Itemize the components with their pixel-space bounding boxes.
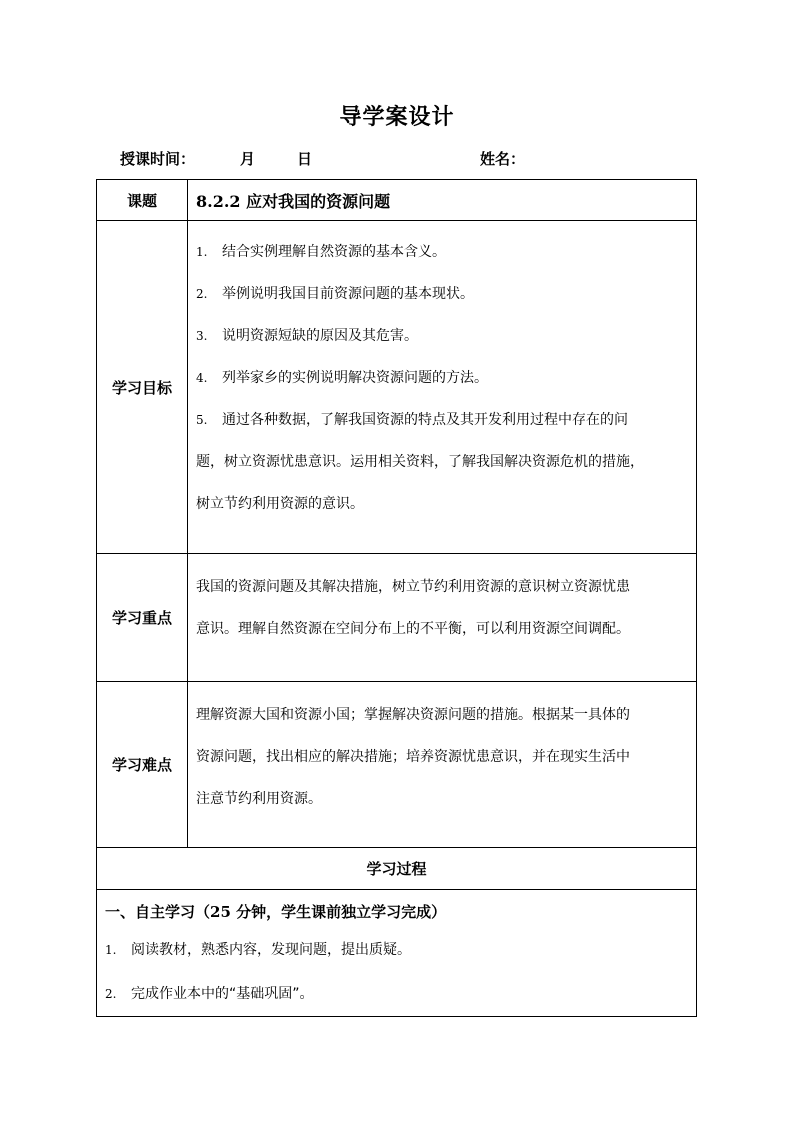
topic-label: 课题 bbox=[97, 180, 188, 221]
key-points-label: 学习重点 bbox=[97, 554, 188, 682]
list-item: 2. 举例说明我国目前资源问题的基本现状。 bbox=[196, 286, 474, 302]
month-label: 月 bbox=[240, 150, 256, 168]
objectives-row bbox=[97, 221, 697, 554]
day-label: 日 bbox=[297, 150, 313, 168]
list-item-continuation: 树立节约利用资源的意识。 bbox=[196, 496, 364, 512]
self-study-cell bbox=[97, 890, 697, 1017]
difficulties-label: 学习难点 bbox=[97, 682, 188, 848]
page-title: 导学案设计 bbox=[339, 104, 455, 130]
key-points-text: 我国的资源问题及其解决措施，树立节约利用资源的意识树立资源忧患 意识。理解自然资源在空间分布上的不平衡，可以利用资源空间调配。 bbox=[196, 579, 630, 637]
process-heading: 学习过程 bbox=[97, 848, 697, 890]
difficulties-row bbox=[97, 682, 697, 848]
list-item: 4. 列举家乡的实例说明解决资源问题的方法。 bbox=[196, 370, 488, 386]
name-label: 姓名： bbox=[480, 150, 526, 168]
list-item: 5. 通过各种数据，了解我国资源的特点及其开发利用过程中存在的问 bbox=[196, 412, 628, 428]
key-points-cell bbox=[188, 554, 697, 682]
list-item: 1. 阅读教材，熟悉内容，发现问题，提出质疑。 bbox=[105, 942, 411, 958]
process-row bbox=[97, 848, 697, 890]
self-study-section bbox=[97, 890, 696, 1016]
objectives-label: 学习目标 bbox=[97, 221, 188, 554]
self-study-title: 一、自主学习（25 分钟，学生课前独立学习完成） bbox=[105, 903, 447, 921]
date-label: 授课时间： bbox=[120, 150, 196, 168]
difficulties-cell bbox=[188, 682, 697, 848]
list-item: 2. 完成作业本中的“基础巩固”。 bbox=[105, 986, 314, 1002]
self-study-row bbox=[97, 890, 697, 1017]
list-item: 3. 说明资源短缺的原因及其危害。 bbox=[196, 328, 418, 344]
lesson-plan-table bbox=[96, 179, 697, 1017]
list-item-continuation: 题，树立资源忧患意识。运用相关资料，了解我国解决资源危机的措施， bbox=[196, 454, 644, 470]
objectives-cell bbox=[188, 221, 697, 554]
topic-value: 8.2.2 应对我国的资源问题 bbox=[188, 180, 697, 221]
list-item: 1. 结合实例理解自然资源的基本含义。 bbox=[196, 244, 446, 260]
topic-row bbox=[97, 180, 697, 221]
objectives-list bbox=[188, 221, 696, 525]
difficulties-text: 理解资源大国和资源小国；掌握解决资源问题的措施。根据某一具体的 资源问题，找出相应的解决措施；培养资源忧患意识，并在现实生活中 注意节约利用资源。 bbox=[196, 707, 630, 807]
key-points-row bbox=[97, 554, 697, 682]
